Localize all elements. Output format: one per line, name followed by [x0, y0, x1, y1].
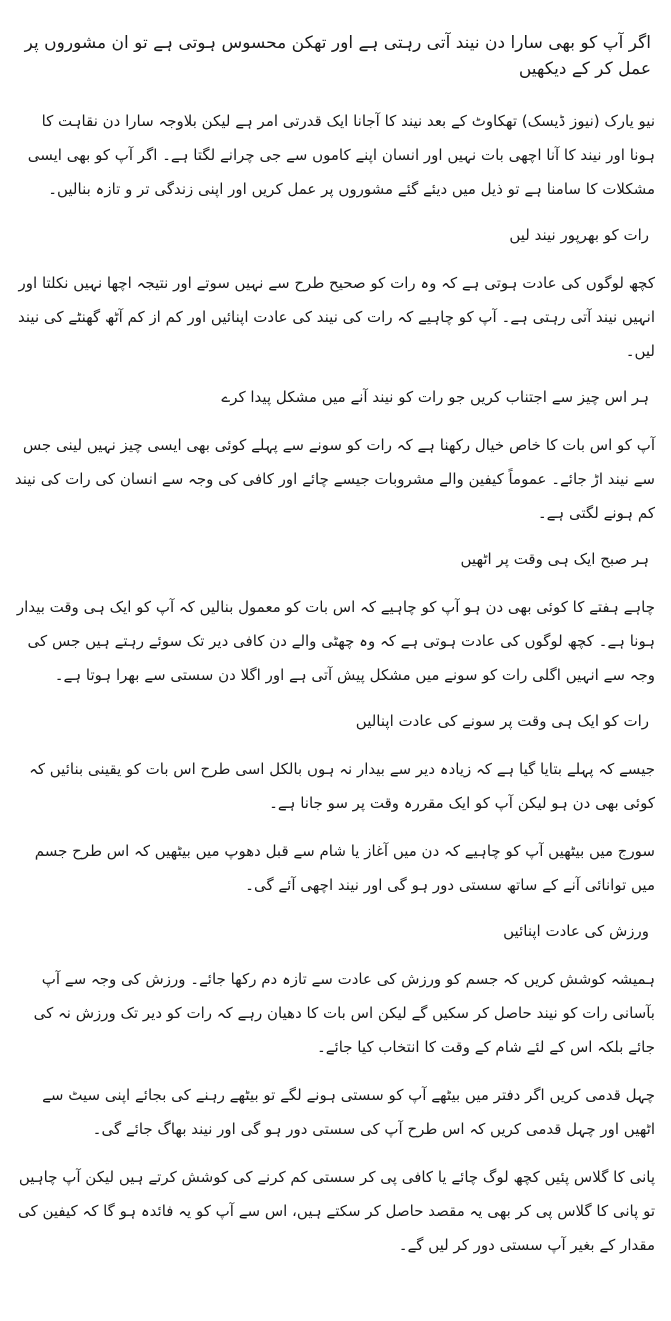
section-heading: رات کو ایک ہی وقت پر سونے کی عادت اپنالیں [355, 712, 649, 730]
section-paragraph: چاہے ہفتے کا کوئی بھی دن ہو آپ کو چاہیے کہ اس بات کو معمول بنالیں کہ آپ کو ایک ہی وقت بیدار ہونا ہے۔ کچھ لوگوں کی عادت ہوتی ہے کہ وہ چھٹی والے دن کافی دیر تک سوئے رہتے ہیں جس کی وجہ سے انہیں اگلی رات کو سونے میں مشکل پیش آتی ہے اور اگلا دن سستی سے بھرا ہوتا ہے۔ [16, 598, 655, 684]
section-paragraph: چہل قدمی کریں اگر دفتر میں بیٹھے آپ کو سستی ہونے لگے تو بیٹھے رہنے کی بجائے اپنی سیٹ سے اٹھیں اور چہل قدمی کریں کہ اس طرح آپ کی سستی دور ہو گی اور نیند بھاگ جائے گی۔ [42, 1086, 655, 1138]
section-paragraph: سورج میں بیٹھیں آپ کو چاہیے کہ دن میں آغاز یا شام سے قبل دھوپ میں بیٹھیں کہ اس طرح جسم میں توانائی آنے کے ساتھ سستی دور ہو گی اور نیند اچھی آئے گی۔ [34, 842, 655, 894]
section-heading: ہر اس چیز سے اجتناب کریں جو رات کو نیند آنے میں مشکل پیدا کرے [221, 388, 649, 406]
article-sections [14, 220, 655, 1262]
section-paragraph: پانی کا گلاس پئیں کچھ لوگ چائے یا کافی پی کر سستی کم کرنے کی کوشش کرتے ہیں لیکن آپ چاہیں تو پانی کا گلاس پی کر بھی یہ مقصد حاصل کر سکتے ہیں، اس سے آپ کو یہ فائدہ ہو گا کہ کیفین کی مقدار کے بغیر آپ سستی دور کر لیں گے۔ [18, 1168, 655, 1254]
section-heading: ورزش کی عادت اپنائیں [503, 922, 649, 940]
section-paragraph: جیسے کہ پہلے بتایا گیا ہے کہ زیادہ دیر سے بیدار نہ ہوں بالکل اسی طرح اس بات کو یقینی بنائیں کہ کوئی بھی دن ہو لیکن آپ کو ایک مقررہ وقت پر سو جانا ہے۔ [29, 760, 655, 812]
section-heading: رات کو بھرپور نیند لیں [509, 226, 649, 244]
section-paragraph: آپ کو اس بات کا خاص خیال رکھنا ہے کہ رات کو سونے سے پہلے کوئی بھی ایسی چیز نہیں لینی جس سے نیند اڑ جائے۔ عموماً کیفین والے مشروبات جیسے چائے اور کافی کی وجہ سے انسان کی رات کی نیند کم ہونے لگتی ہے۔ [14, 436, 655, 522]
article-title: اگر آپ کو بھی سارا دن نیند آتی رہتی ہے اور تھکن محسوس ہوتی ہے تو ان مشوروں پر عمل کر کے دیکھیں [24, 33, 651, 79]
section-paragraph: کچھ لوگوں کی عادت ہوتی ہے کہ وہ رات کو صحیح طرح سے نہیں سوتے اور نتیجہ اچھا نہیں نکلتا اور انہیں نیند آتی رہتی ہے۔ آپ کو چاہیے کہ رات کی نیند کی عادت اپنائیں اور کم از کم آٹھ گھنٹے کی نیند لیں۔ [18, 274, 655, 360]
section-paragraph: ہمیشہ کوشش کریں کہ جسم کو ورزش کی عادت سے تازہ دم رکھا جائے۔ ورزش کی وجہ سے آپ بآسانی رات کو نیند حاصل کر سکیں گے لیکن اس بات کا دھیان رہے کہ رات کو دیر تک ورزش نہ کی جائے بلکہ اس کے لئے شام کے وقت کا انتخاب کیا جائے۔ [33, 970, 655, 1056]
intro-paragraph: نیو یارک (نیوز ڈیسک) تھکاوٹ کے بعد نیند کا آجانا ایک قدرتی امر ہے لیکن بلاوجہ سارا دن نقاہت کا ہونا اور نیند کا آنا اچھی بات نہیں اور انسان اپنے کاموں سے جی چرانے لگتا ہے۔ اگر آپ کو بھی ایسی مشکلات کا سامنا ہے تو ذیل میں دیئے گئے مشوروں پر عمل کریں اور اپنی زندگی تر و تازہ بنالیں۔ [27, 112, 655, 198]
section-heading: ہر صبح ایک ہی وقت پر اٹھیں [460, 550, 649, 568]
